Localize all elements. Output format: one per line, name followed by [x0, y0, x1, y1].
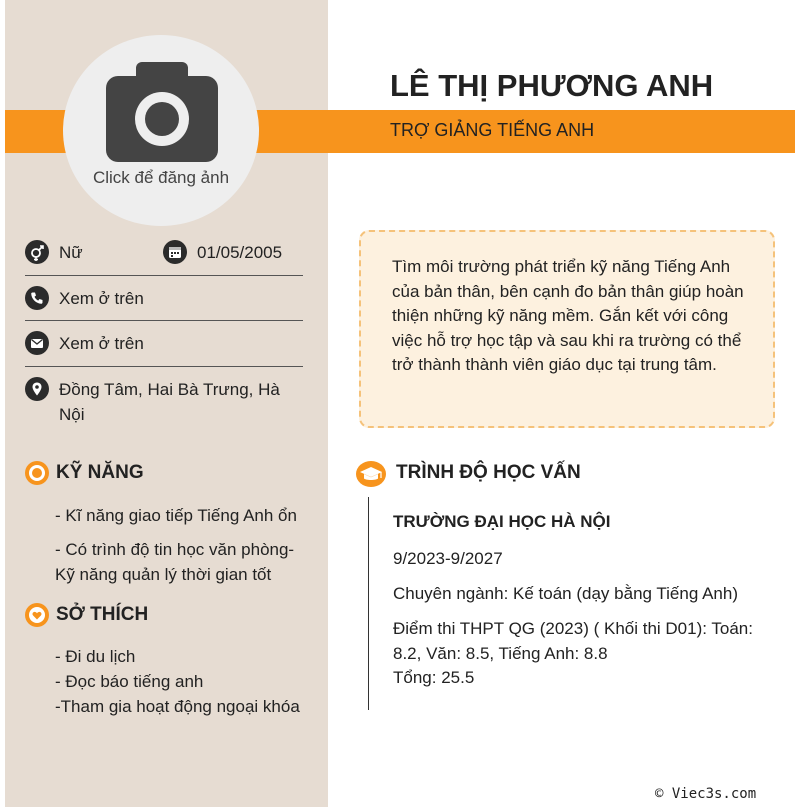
education-heading: TRÌNH ĐỘ HỌC VẤN	[396, 462, 581, 483]
hobby-item: - Đi du lịch	[55, 647, 136, 666]
education-timeline	[368, 497, 369, 710]
major: Chuyên ngành: Kế toán (dạy bằng Tiếng Anh)	[393, 584, 738, 603]
email-value: Xem ở trên	[59, 334, 144, 353]
phone-value: Xem ở trên	[59, 289, 144, 308]
heart-icon	[25, 603, 49, 627]
skills-icon	[25, 461, 49, 485]
exam-scores: Điểm thi THPT QG (2023) ( Khối thi D01): Toán: 8.2, Văn: 8.5, Tiếng Anh: 8.8	[393, 619, 753, 663]
phone-icon	[25, 286, 49, 310]
gender-icon	[25, 240, 49, 264]
candidate-name: LÊ THỊ PHƯƠNG ANH	[390, 68, 714, 103]
hobby-item: - Đọc báo tiếng anh	[55, 672, 204, 691]
graduation-cap-icon	[355, 459, 387, 489]
study-period: 9/2023-9/2027	[393, 549, 503, 568]
school-name: TRƯỜNG ĐẠI HỌC HÀ NỘI	[393, 512, 611, 531]
email-icon	[25, 331, 49, 355]
objective-text: Tìm môi trường phát triển kỹ năng Tiếng Anh của bản thân, bên cạnh đo bản thân giúp hoàn thiện những kỹ năng mềm. Gắn kết với công việc hỗ trợ học tập và sau khi ra trường có thể trở thành thành viên giáo dục tại trung tâm.	[392, 257, 744, 375]
gender-value: Nữ	[59, 243, 83, 262]
location-icon	[25, 377, 49, 401]
skill-item: - Kĩ năng giao tiếp Tiếng Anh ổn	[55, 506, 297, 525]
contact-divider	[25, 366, 303, 367]
hobby-item: -Tham gia hoạt động ngoại khóa	[55, 697, 300, 716]
hobbies-heading: SỞ THÍCH	[56, 604, 149, 625]
skill-item: - Có trình độ tin học văn phòng- Kỹ năng quản lý thời gian tốt	[55, 540, 295, 584]
calendar-icon	[163, 240, 187, 264]
contact-divider	[25, 275, 303, 276]
camera-icon[interactable]	[106, 62, 218, 162]
skills-heading: KỸ NĂNG	[56, 462, 144, 483]
job-title: TRỢ GIẢNG TIẾNG ANH	[390, 120, 595, 140]
total-score: Tổng: 25.5	[393, 668, 475, 687]
footer-watermark: © Viec3s.com	[655, 786, 757, 802]
birthday-value: 01/05/2005	[197, 243, 283, 262]
contact-divider	[25, 320, 303, 321]
address-value: Đồng Tâm, Hai Bà Trưng, Hà Nội	[59, 380, 280, 424]
photo-caption[interactable]: Click để đăng ảnh	[92, 168, 230, 187]
